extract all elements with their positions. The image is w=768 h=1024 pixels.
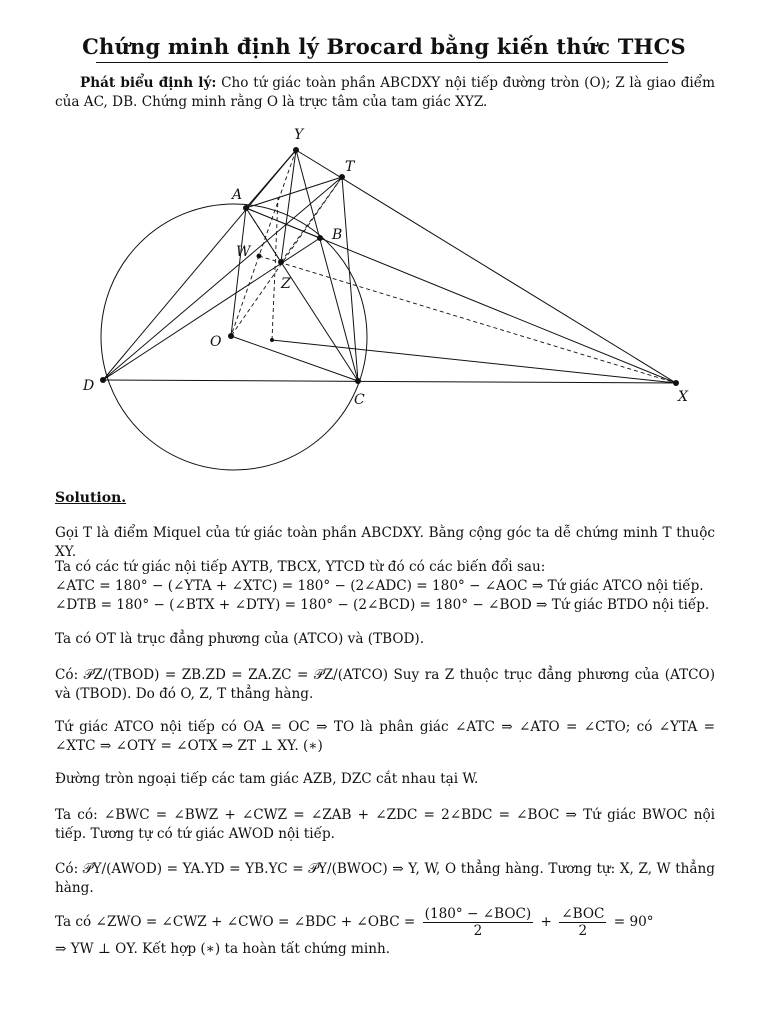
fraction-2-numerator: ∠BOC [561,906,605,922]
label-C: C [354,392,365,408]
label-W: W [236,244,251,260]
fraction-2-denominator: 2 [578,923,588,939]
fraction-1-denominator: 2 [473,923,483,939]
label-Y: Y [294,127,304,143]
line-YX [296,150,676,383]
label-T: T [345,159,355,175]
label-Z: Z [281,276,291,292]
label-X: X [678,389,688,405]
proof-line-4: Có: 𝒫Z/(TBOD) = ZB.ZD = ZA.ZC = 𝒫Z/(ATCO) Suy ra Z thuộc trục đẳng phương của (ATCO) và (TBOD). Do đó O, Z, T thẳng hàng. [55,667,715,702]
label-D: D [83,378,95,394]
proof-line-2b: ∠ATC = 180° − (∠YTA + ∠XTC) = 180° − (2∠ADC) = 180° − ∠AOC ⇒ Tứ giác ATCO nội tiếp. [55,578,704,594]
statement-heading: Phát biểu định lý: [80,75,217,91]
label-B: B [332,227,343,243]
eq-suffix: = 90° [613,914,654,930]
point-B [317,235,323,241]
line-TD [103,177,342,380]
fraction-1-numerator: (180° − ∠BOC) [424,906,532,922]
point-W [257,254,262,259]
point-D [100,377,106,383]
proof-block-2 [55,558,715,615]
fraction-1 [423,906,534,939]
proof-line-5: Tứ giác ATCO nội tiếp có OA = OC ⇒ TO là phân giác ∠ATC ⇒ ∠ATO = ∠CTO; có ∠YTA = ∠XTC ⇒ ∠OTY = ∠OTX ⇒ ZT ⊥ XY. (∗) [55,719,715,754]
eq-prefix: Ta có ∠ZWO = ∠CWZ + ∠CWO = ∠BDC + ∠OBC = [55,914,416,930]
proof-line-9 [55,906,715,939]
proof-line-3: Ta có OT là trục đẳng phương của (ATCO) và (TBOD). [55,631,425,647]
point-C [355,378,361,384]
line-AB [246,208,320,238]
line-YA [246,150,296,208]
geometry-figure [0,0,768,480]
label-A: A [232,187,243,203]
proof-line-7: Ta có: ∠BWC = ∠BWZ + ∠CWZ = ∠ZAB + ∠ZDC = 2∠BDC = ∠BOC ⇒ Tứ giác BWOC nội tiếp. Tương tự có tứ giác AWOD nội tiếp. [55,807,715,842]
point-X [673,380,679,386]
point-Y [293,147,299,153]
solution-heading: Solution. [55,490,127,506]
proof-line-10: ⇒ YW ⊥ OY. Kết hợp (∗) ta hoàn tất chứng minh. [55,941,391,957]
line-DB [103,238,320,380]
label-O: O [210,334,222,350]
line-YZ [281,150,296,262]
plus-sign: + [540,914,552,930]
point-O2 [270,338,274,342]
dashed-WX [259,256,676,383]
proof-line-6: Đường tròn ngoại tiếp các tam giác AZB, DZC cắt nhau tại W. [55,771,479,787]
statement-text: Cho tứ giác toàn phần ABCDXY nội tiếp đường tròn (O); Z là giao điểm của AC, DB. Chứng minh rằng O là trực tâm của tam giác XYZ. [55,75,715,110]
page-title: Chứng minh định lý Brocard bằng kiến thức THCS [82,34,686,59]
fraction-2 [559,906,606,939]
dashed-YO [231,150,296,336]
proof-line-2c: ∠DTB = 180° − (∠BTX + ∠DTY) = 180° − (2∠BCD) = 180° − ∠BOD ⇒ Tứ giác BTDO nội tiếp. [55,597,710,613]
proof-line-8: Có: 𝒫Y/(AWOD) = YA.YD = YB.YC = 𝒫Y/(BWOC) ⇒ Y, W, O thẳng hàng. Tương tự: X, Z, W thẳng hàng. [55,861,715,896]
proof-line-1: Gọi T là điểm Miquel của tứ giác toàn phần ABCDXY. Bằng cộng góc ta dễ chứng minh T thuộc XY. [55,525,715,560]
proof-line-2a: Ta có các tứ giác nội tiếp AYTB, TBCX, YTCD từ đó có các biến đổi sau: [55,559,546,575]
point-A [243,205,249,211]
point-O [228,333,234,339]
line-DY [103,150,296,380]
point-Z [278,259,284,265]
line-OA [231,208,246,336]
line-OX [272,340,676,383]
line-DX [103,380,676,383]
